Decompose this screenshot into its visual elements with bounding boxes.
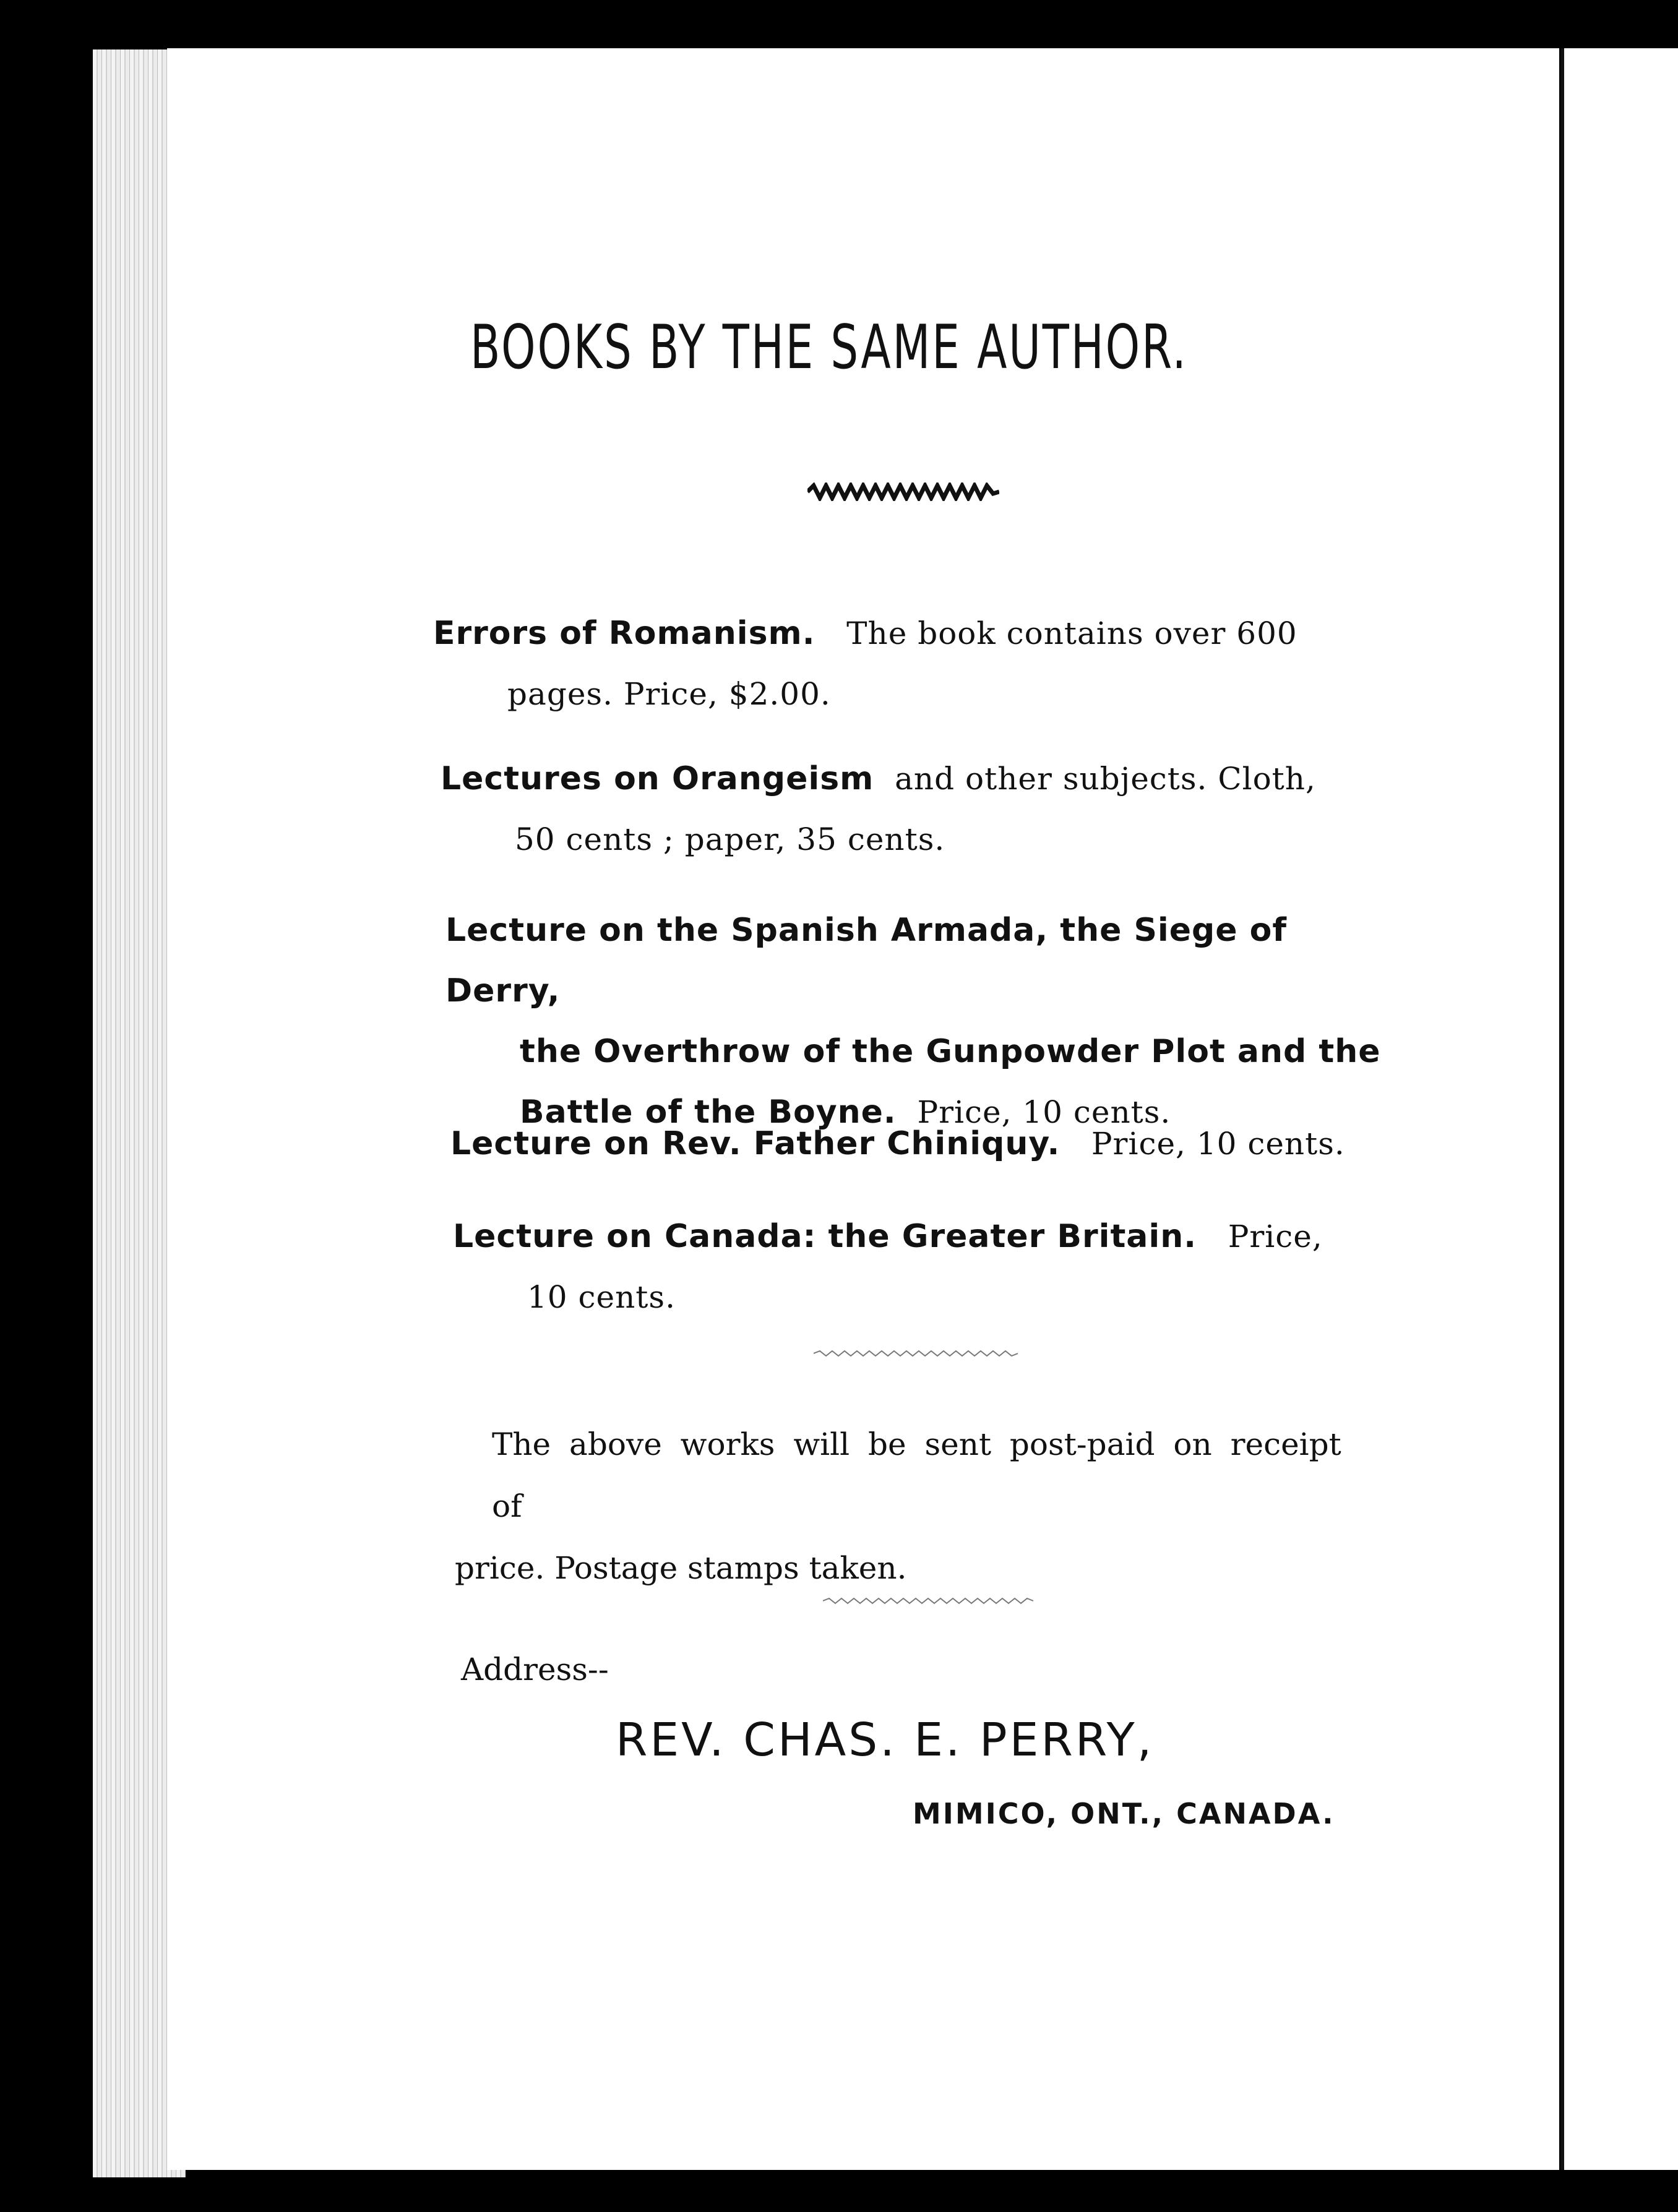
author-name: REV. CHAS. E. PERRY,: [616, 1713, 1155, 1767]
book-description-continued: 50 cents ; paper, 35 cents.: [515, 821, 945, 857]
gutter-line: [1560, 48, 1564, 2170]
book-title: Lecture on the Spanish Armada, the Siege of Derry,: [445, 912, 1287, 1010]
book-title-continued: Battle of the Boyne.: [520, 1094, 897, 1131]
book-title: Errors of Romanism.: [433, 615, 815, 652]
wavy-divider: [823, 1596, 1036, 1606]
address-label: Address--: [461, 1652, 609, 1687]
book-entry-spanish-armada: [445, 900, 1411, 1142]
book-entry-errors-of-romanism: [433, 603, 1398, 724]
book-description-continued: pages. Price, $2.00.: [507, 676, 831, 712]
author-location: MIMICO, ONT., CANADA.: [913, 1797, 1335, 1830]
book-title-continued: the Overthrow of the Gunpowder Plot and the: [520, 1033, 1381, 1070]
book-description: and other subjects. Cloth,: [895, 761, 1316, 797]
notice-line-1: The above works will be sent post-paid on receipt of: [492, 1426, 1341, 1524]
zigzag-ornament: [807, 482, 999, 501]
book-title: Lectures on Orangeism: [441, 760, 874, 797]
book-description: The book contains over 600: [846, 615, 1297, 651]
page-heading: BOOKS BY THE SAME AUTHOR.: [470, 312, 1188, 383]
book-entry-lectures-on-orangeism: [441, 748, 1406, 870]
notice-line-2: price. Postage stamps taken.: [455, 1550, 907, 1586]
book-price: Price,: [1228, 1219, 1323, 1254]
book-description-continued: 10 cents.: [527, 1279, 676, 1315]
book-title: Lecture on Canada: the Greater Britain.: [453, 1218, 1197, 1255]
shipping-notice: [455, 1413, 1383, 1599]
book-price: Price, 10 cents.: [1091, 1126, 1345, 1162]
wavy-divider: [814, 1348, 1024, 1358]
book-title: Lecture on Rev. Father Chiniquy.: [450, 1125, 1061, 1162]
book-entry-canada-greater-britain: [453, 1206, 1418, 1327]
book-entry-father-chiniquy: [450, 1113, 1416, 1174]
facing-page-edge: [1560, 48, 1678, 2170]
book-price: Price, 10 cents.: [917, 1094, 1171, 1130]
